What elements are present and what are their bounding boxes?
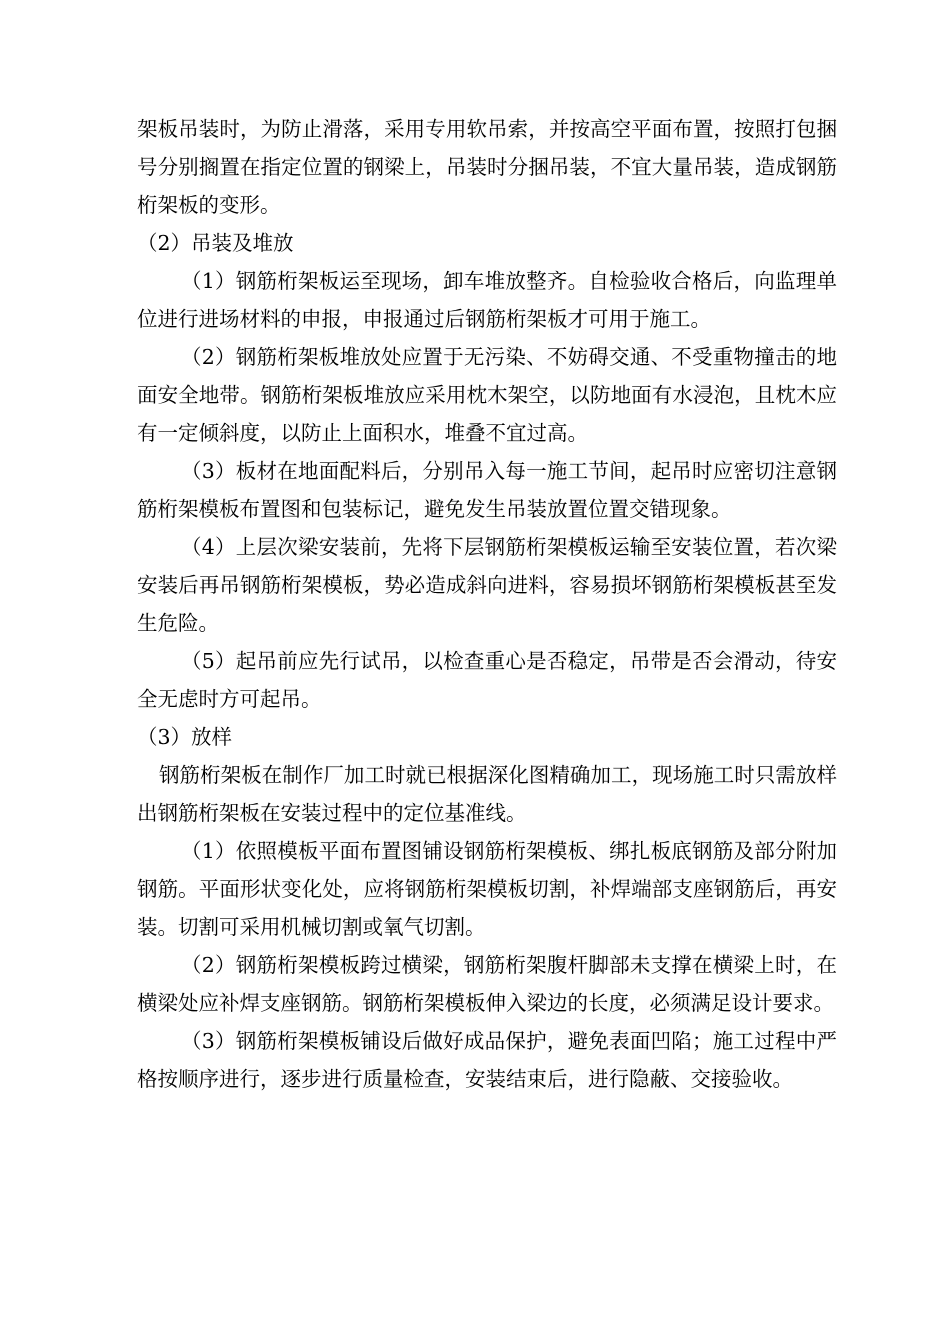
list-item: （4）上层次梁安装前，先将下层钢筋桁架模板运输至安装位置，若次梁安装后再吊钢筋桁架模板，势必造成斜向进料，容易损坏钢筋桁架模板甚至发生危险。 [137,535,837,635]
list-item: （3）板材在地面配料后，分别吊入每一施工节间，起吊时应密切注意钢筋桁架模板布置图和包装标记，避免发生吊装放置位置交错现象。 [137,459,837,521]
list-item: （5）起吊前应先行试吊，以检查重心是否稳定，吊带是否会滑动，待安全无虑时方可起吊。 [137,649,837,711]
document-body [137,110,837,1098]
section-heading-lifting-stacking: （2）吊装及堆放 [137,231,294,255]
list-item: （1）钢筋桁架板运至现场，卸车堆放整齐。自检验收合格后，向监理单位进行进场材料的申报，申报通过后钢筋桁架板才可用于施工。 [137,269,837,331]
list-item: （3）钢筋桁架模板铺设后做好成品保护，避免表面凹陷；施工过程中严格按顺序进行，逐步进行质量检查，安装结束后，进行隐蔽、交接验收。 [137,1029,837,1091]
list-item: （2）钢筋桁架模板跨过横梁，钢筋桁架腹杆脚部未支撑在横梁上时，在横梁处应补焊支座钢筋。钢筋桁架模板伸入梁边的长度，必须满足设计要求。 [137,953,837,1015]
paragraph-continuation: 架板吊装时，为防止滑落，采用专用软吊索，并按高空平面布置，按照打包捆号分别搁置在指定位置的钢梁上，吊装时分捆吊装，不宜大量吊装，造成钢筋桁架板的变形。 [137,117,837,217]
list-item: （2）钢筋桁架板堆放处应置于无污染、不妨碍交通、不受重物撞击的地面安全地带。钢筋桁架板堆放应采用枕木架空，以防地面有水浸泡，且枕木应有一定倾斜度，以防止上面积水，堆叠不宜过高。 [137,345,837,445]
list-item: （1）依照模板平面布置图铺设钢筋桁架模板、绑扎板底钢筋及部分附加钢筋。平面形状变化处，应将钢筋桁架模板切割，补焊端部支座钢筋后，再安装。切割可采用机械切割或氧气切割。 [137,839,837,939]
paragraph: 钢筋桁架板在制作厂加工时就已根据深化图精确加工，现场施工时只需放样出钢筋桁架板在安装过程中的定位基准线。 [137,763,837,825]
section-heading-layout: （3）放样 [137,725,233,749]
